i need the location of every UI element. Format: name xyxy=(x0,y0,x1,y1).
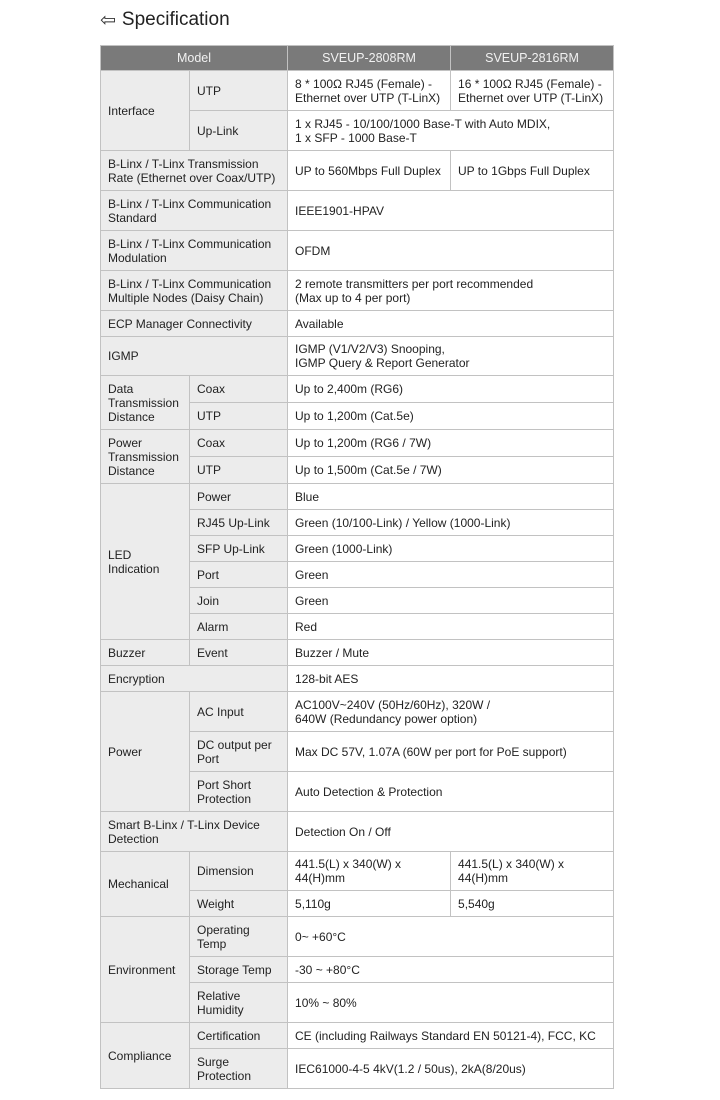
row-label: ECP Manager Connectivity xyxy=(101,311,288,337)
cell-value: Green (1000-Link) xyxy=(288,536,614,562)
cell-value: AC100V~240V (50Hz/60Hz), 320W / 640W (Redundancy power option) xyxy=(288,692,614,732)
cell-value: 1 x RJ45 - 10/100/1000 Base-T with Auto MDIX, 1 x SFP - 1000 Base-T xyxy=(288,111,614,151)
table-row xyxy=(101,271,614,311)
cell-value: IEC61000-4-5 4kV(1.2 / 50us), 2kA(8/20us) xyxy=(288,1049,614,1089)
cell-value: OFDM xyxy=(288,231,614,271)
row-sublabel: Relative Humidity xyxy=(190,983,288,1023)
cell-value: Auto Detection & Protection xyxy=(288,772,614,812)
row-sublabel: Up-Link xyxy=(190,111,288,151)
cell-value: Available xyxy=(288,311,614,337)
cell-value: 441.5(L) x 340(W) x 44(H)mm xyxy=(288,852,451,891)
row-sublabel: Certification xyxy=(190,1023,288,1049)
cell-value: Red xyxy=(288,614,614,640)
table-row xyxy=(101,666,614,692)
cell-value: Green xyxy=(288,562,614,588)
row-label: Compliance xyxy=(101,1023,190,1089)
cell-value: CE (including Railways Standard EN 50121-4), FCC, KC xyxy=(288,1023,614,1049)
table-row xyxy=(101,151,614,191)
row-label: Data Transmission Distance xyxy=(101,376,190,430)
row-label: Power Transmission Distance xyxy=(101,430,190,484)
row-sublabel: Weight xyxy=(190,891,288,917)
table-row xyxy=(101,71,614,111)
cell-value: UP to 560Mbps Full Duplex xyxy=(288,151,451,191)
table-row xyxy=(101,337,614,376)
header-model: Model xyxy=(101,46,288,71)
cell-value: -30 ~ +80°C xyxy=(288,957,614,983)
cell-value: Up to 1,500m (Cat.5e / 7W) xyxy=(288,457,614,484)
arrow-left-icon: ⇦ xyxy=(100,9,116,31)
page-title: Specification xyxy=(121,9,230,30)
cell-value: Blue xyxy=(288,484,614,510)
row-label: Environment xyxy=(101,917,190,1023)
row-label: B-Linx / T-Linx Communication Multiple Nodes (Daisy Chain) xyxy=(101,271,288,311)
table-row xyxy=(101,311,614,337)
row-sublabel: Coax xyxy=(190,430,288,457)
row-sublabel: UTP xyxy=(190,457,288,484)
row-label: B-Linx / T-Linx Communication Modulation xyxy=(101,231,288,271)
header-model-2816: SVEUP-2816RM xyxy=(451,46,614,71)
row-sublabel: DC output per Port xyxy=(190,732,288,772)
cell-value: 2 remote transmitters per port recommended (Max up to 4 per port) xyxy=(288,271,614,311)
row-label: Interface xyxy=(101,71,190,151)
table-row xyxy=(101,231,614,271)
row-sublabel: AC Input xyxy=(190,692,288,732)
header-model-2808: SVEUP-2808RM xyxy=(288,46,451,71)
row-sublabel: Storage Temp xyxy=(190,957,288,983)
row-label: LED Indication xyxy=(101,484,190,640)
cell-value: 441.5(L) x 340(W) x 44(H)mm xyxy=(451,852,614,891)
cell-value: Up to 2,400m (RG6) xyxy=(288,376,614,403)
table-row xyxy=(101,852,614,891)
row-sublabel: Operating Temp xyxy=(190,917,288,957)
cell-value: 16 * 100Ω RJ45 (Female) - Ethernet over UTP (T-LinX) xyxy=(451,71,614,111)
cell-value: IGMP (V1/V2/V3) Snooping, IGMP Query & Report Generator xyxy=(288,337,614,376)
row-sublabel: RJ45 Up-Link xyxy=(190,510,288,536)
table-row xyxy=(101,1023,614,1049)
cell-value: Green (10/100-Link) / Yellow (1000-Link) xyxy=(288,510,614,536)
row-label: Power xyxy=(101,692,190,812)
row-sublabel: Dimension xyxy=(190,852,288,891)
row-sublabel: UTP xyxy=(190,71,288,111)
cell-value: Buzzer / Mute xyxy=(288,640,614,666)
page-heading xyxy=(100,7,230,33)
row-label: Smart B-Linx / T-Linx Device Detection xyxy=(101,812,288,852)
cell-value: Detection On / Off xyxy=(288,812,614,852)
cell-value: 5,540g xyxy=(451,891,614,917)
cell-value: 128-bit AES xyxy=(288,666,614,692)
row-sublabel: Power xyxy=(190,484,288,510)
cell-value: 8 * 100Ω RJ45 (Female) - Ethernet over UTP (T-LinX) xyxy=(288,71,451,111)
cell-value: 5,110g xyxy=(288,891,451,917)
row-label: B-Linx / T-Linx Transmission Rate (Ethernet over Coax/UTP) xyxy=(101,151,288,191)
row-sublabel: Port xyxy=(190,562,288,588)
cell-value: Green xyxy=(288,588,614,614)
table-row xyxy=(101,917,614,957)
table-row xyxy=(101,376,614,403)
cell-value: IEEE1901-HPAV xyxy=(288,191,614,231)
row-sublabel: SFP Up-Link xyxy=(190,536,288,562)
row-label: Mechanical xyxy=(101,852,190,917)
row-label: IGMP xyxy=(101,337,288,376)
row-sublabel: Port Short Protection xyxy=(190,772,288,812)
row-sublabel: Join xyxy=(190,588,288,614)
table-row xyxy=(101,640,614,666)
table-row xyxy=(101,692,614,732)
table-row xyxy=(101,484,614,510)
cell-value: Up to 1,200m (RG6 / 7W) xyxy=(288,430,614,457)
cell-value: 10% ~ 80% xyxy=(288,983,614,1023)
row-sublabel: Alarm xyxy=(190,614,288,640)
cell-value: UP to 1Gbps Full Duplex xyxy=(451,151,614,191)
row-label: B-Linx / T-Linx Communication Standard xyxy=(101,191,288,231)
cell-value: 0~ +60°C xyxy=(288,917,614,957)
cell-value: Up to 1,200m (Cat.5e) xyxy=(288,403,614,430)
cell-value: Max DC 57V, 1.07A (60W per port for PoE support) xyxy=(288,732,614,772)
row-label: Buzzer xyxy=(101,640,190,666)
row-sublabel: Surge Protection xyxy=(190,1049,288,1089)
row-label: Encryption xyxy=(101,666,288,692)
table-row xyxy=(101,430,614,457)
row-sublabel: Event xyxy=(190,640,288,666)
row-sublabel: UTP xyxy=(190,403,288,430)
table-row xyxy=(101,191,614,231)
table-row xyxy=(101,812,614,852)
specification-table xyxy=(100,45,614,1089)
table-header-row xyxy=(101,46,614,71)
row-sublabel: Coax xyxy=(190,376,288,403)
